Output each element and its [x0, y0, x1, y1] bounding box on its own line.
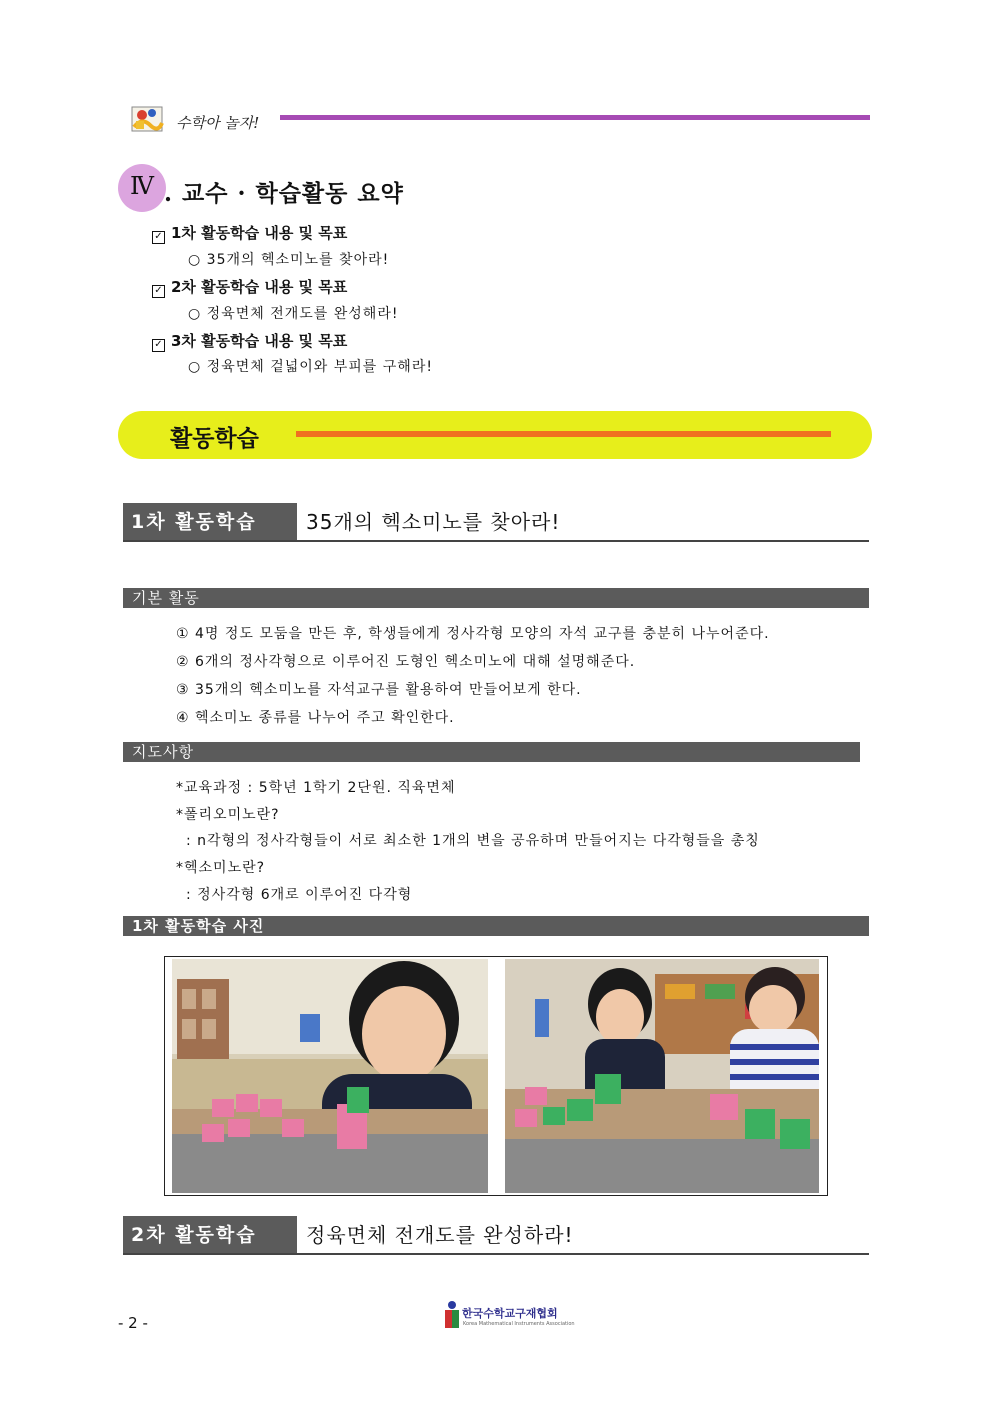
section-title: . 교수 · 학습활동 요약 [164, 180, 404, 207]
checkbox-icon: ✓ [152, 285, 165, 298]
activity1-title: 35개의 헥소미노를 찾아라! [306, 510, 561, 534]
activity1-label: 1차 활동학습 [123, 503, 297, 541]
activity2-title: 정육면체 전개도를 완성하라! [306, 1223, 574, 1247]
basic-step-4: ④ 헥소미노 종류를 나누어 주고 확인한다. [176, 710, 455, 726]
activity-photo-2 [505, 959, 819, 1193]
org-logo-icon [443, 1300, 461, 1330]
basic-activity-heading: 기본 활동 [123, 588, 869, 608]
page-number: - 2 - [118, 1314, 148, 1332]
guide-line-5: : 정사각형 6개로 이루어진 다각형 [186, 887, 413, 903]
goal-item-1: ○ 35개의 헥소미노를 찾아라! [188, 252, 390, 268]
guide-heading: 지도사항 [123, 742, 860, 762]
activity-photo-1 [172, 959, 488, 1193]
goal-heading-2: ✓ 2차 활동학습 내용 및 목표 [152, 276, 347, 297]
banner-rule [296, 431, 831, 437]
org-name: 한국수학교구재협회 [462, 1307, 558, 1320]
checkbox-icon: ✓ [152, 231, 165, 244]
checkbox-icon: ✓ [152, 339, 165, 352]
goal-heading-1: ✓ 1차 활동학습 내용 및 목표 [152, 222, 347, 243]
basic-step-2: ② 6개의 정사각형으로 이루어진 도형인 헥소미노에 대해 설명해준다. [176, 654, 636, 670]
guide-line-2: *폴리오미노란? [176, 807, 280, 823]
guide-line-4: *헥소미노란? [176, 860, 266, 876]
header-title: 수학아 놀자! [176, 114, 260, 132]
goal-heading-3: ✓ 3차 활동학습 내용 및 목표 [152, 330, 347, 351]
basic-step-3: ③ 35개의 헥소미노를 자석교구를 활용하여 만들어보게 한다. [176, 682, 582, 698]
activity2-rule [123, 1253, 869, 1255]
org-name-en: Korea Mathematical Instruments Association [463, 1321, 575, 1327]
goal-item-3: ○ 정육면체 겉넓이와 부피를 구해라! [188, 359, 433, 375]
activity1-rule [123, 540, 869, 542]
header-rule [280, 115, 870, 120]
guide-line-3: : n각형의 정사각형들이 서로 최소한 1개의 변을 공유하며 만들어지는 다각형들을 총칭 [186, 833, 760, 849]
photos-heading: 1차 활동학습 사진 [123, 916, 869, 936]
guide-line-1: *교육과정 : 5학년 1학기 2단원. 직육면체 [176, 780, 456, 796]
banner-title: 활동학습 [170, 426, 259, 452]
goal-item-2: ○ 정육면체 전개도를 완성해라! [188, 306, 399, 322]
basic-step-1: ① 4명 정도 모둠을 만든 후, 학생들에게 정사각형 모양의 자석 교구를 충분히 나누어준다. [176, 626, 770, 642]
header-logo-icon [130, 103, 166, 135]
section-numeral: Ⅳ [130, 172, 154, 200]
activity2-label: 2차 활동학습 [123, 1216, 297, 1254]
